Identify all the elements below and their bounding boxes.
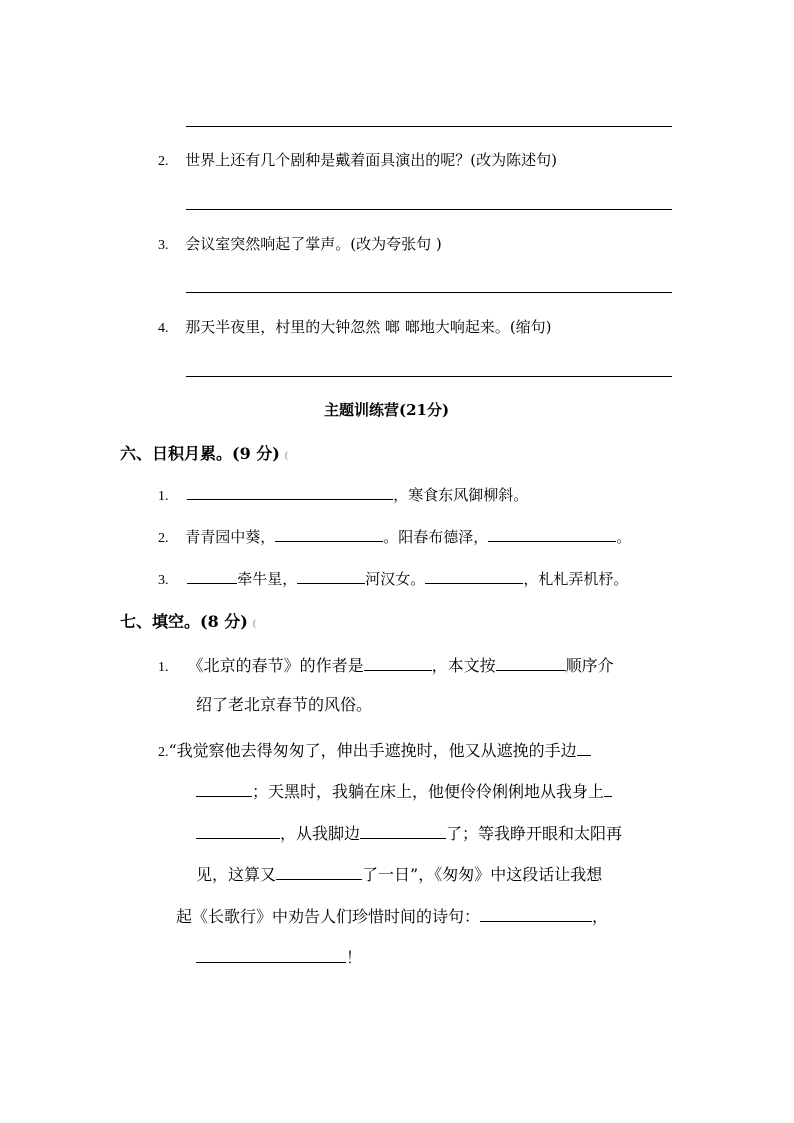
fill-blank[interactable]: [196, 948, 346, 963]
item-number: 3.: [158, 573, 169, 588]
rewrite-item-3: [158, 233, 442, 254]
fill-blank[interactable]: [480, 907, 592, 922]
section-title: 主题训练营(21分): [324, 401, 450, 419]
section7-q2-line1: [158, 738, 591, 761]
section6-q1: [158, 484, 528, 505]
q3-b: 河汉女。: [365, 570, 426, 588]
answer-line-3[interactable]: [186, 292, 672, 293]
fill-blank[interactable]: [604, 782, 612, 797]
item-number: 2.: [158, 154, 169, 169]
fill-blank[interactable]: [275, 527, 383, 542]
fill-blank[interactable]: [488, 527, 616, 542]
item-number: 1.: [158, 489, 169, 504]
q2-l3b: 了；等我睁开眼和太阳再: [446, 824, 623, 843]
q2-l5: 起《长歌行》中劝告人们珍惜时间的诗句：: [176, 907, 481, 926]
section7-q2-line5: [176, 904, 608, 927]
fill-blank[interactable]: [496, 656, 566, 671]
item-number: 2.: [158, 531, 169, 546]
q1-after: ，寒食东风御柳斜。: [393, 486, 529, 504]
section7-q2-line2: [196, 779, 612, 802]
heading-mark: (: [251, 619, 257, 630]
item-number: 2.: [158, 745, 169, 760]
q2-a: 青青园中葵，: [185, 528, 276, 546]
q2-l4a: 见，这算又: [196, 865, 277, 884]
fill-blank[interactable]: [364, 656, 432, 671]
section6-q2: [158, 526, 631, 547]
item-number: 4.: [158, 321, 169, 336]
fill-blank[interactable]: [196, 782, 252, 797]
rewrite-item-4: [158, 316, 552, 337]
fill-blank[interactable]: [360, 824, 446, 839]
q3-c: ，札札弄机杼。: [523, 570, 629, 588]
fill-blank[interactable]: [187, 569, 237, 584]
fill-blank[interactable]: [187, 485, 393, 500]
fill-blank[interactable]: [425, 569, 523, 584]
q2-c: 。: [616, 528, 632, 546]
q2-l1: “我觉察他去得匆匆了，伸出手遮挽时，他又从遮挽的手边: [168, 741, 577, 760]
answer-line-1[interactable]: [186, 126, 672, 127]
q3-a: 牵牛星，: [237, 570, 298, 588]
section6-q3: [158, 568, 628, 589]
section7-q1-line2: 绍了老北京春节的风俗。: [196, 695, 373, 714]
heading-mark: (: [283, 451, 289, 462]
q1-c: 顺序介: [565, 656, 614, 675]
fill-blank[interactable]: [276, 865, 362, 880]
section7-q2-line6: [196, 945, 362, 968]
section7-q1-line1: [158, 653, 614, 676]
heading-text: 六、日积月累。(9 分): [120, 444, 280, 463]
q2-l6end: ！: [346, 948, 363, 967]
q2-l4b: 了一日”，《匆匆》中这段话让我想: [362, 865, 603, 884]
q2-l5end: ，: [592, 907, 609, 926]
q2-b: 。阳春布德泽，: [383, 528, 489, 546]
answer-line-4[interactable]: [186, 376, 672, 377]
fill-blank[interactable]: [196, 824, 280, 839]
q1-a: 《北京的春节》的作者是: [187, 656, 364, 675]
rewrite-item-2: [158, 149, 557, 170]
section7-q2-line4: [196, 862, 602, 885]
q2-l2: ；天黑时，我躺在床上，他便伶伶俐俐地从我身上: [252, 782, 605, 801]
fill-blank[interactable]: [577, 741, 591, 756]
q2-l3a: ，从我脚边: [280, 824, 361, 843]
item-text: 世界上还有几个剧种是戴着面具演出的呢？(改为陈述句): [185, 151, 557, 169]
section7-q2-line3: [196, 821, 622, 844]
section6-heading: [120, 441, 289, 464]
item-text: 那天半夜里，村里的大钟忽然 啷 啷地大响起来。(缩句): [185, 318, 552, 336]
section7-heading: [120, 609, 257, 632]
q1-b: ，本文按: [431, 656, 496, 675]
heading-text: 七、填空。(8 分): [120, 612, 248, 631]
answer-line-2[interactable]: [186, 209, 672, 210]
item-text: 会议室突然响起了掌声。(改为夸张句 ): [185, 235, 442, 253]
item-number: 1.: [158, 660, 169, 675]
fill-blank[interactable]: [297, 569, 365, 584]
item-number: 3.: [158, 238, 169, 253]
